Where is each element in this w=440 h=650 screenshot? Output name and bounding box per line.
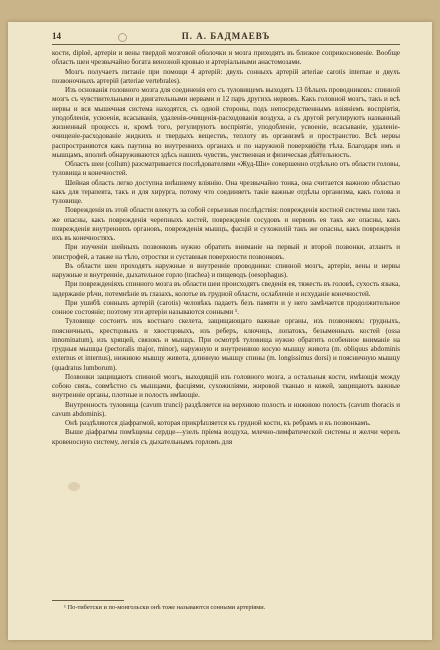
paragraph: При ушибѣ сонныхъ артерій (carotis) человѣкъ падаетъ безъ памяти и у него замѣчается продолжительное сонное состояніе; поэтому эти артеріи называются сонными ¹.: [52, 298, 400, 316]
paragraph: Онѣ раздѣляются діафрагмой, которая прикрѣпляется къ грудной кости, къ ребрамъ и къ позвонкамъ.: [65, 419, 371, 427]
footnote: ¹ По-тибетски и по-монгольски онѣ тоже называются сонными артеріями.: [64, 604, 266, 611]
book-page: [8, 22, 432, 640]
paragraph: Внутренность туловища (cavum trunci) раздѣляется на верхнюю полость и нижнюю полость (cavum thoracis и cavum abdominis).: [52, 400, 400, 418]
paragraph: Туловище состоитъ изъ костнаго скелета, защищающаго важные органы, изъ позвонковъ: грудныхъ, поясничныхъ, крестцовыхъ и хвостцовыхъ, изъ реберъ, ключицъ, лопатокъ, безыменныхъ костей (ossa innominatum), изъ хрящей, связокъ и мышцъ. При осмотрѣ туловища нужно обратить особенное вниманіе на грудныя мышцы (pectoralis major, minor), наружную и внутреннюю косую мышцу живота (m. obliquus abdominis externus et internus), нижнюю мышцу живота, длинную мышцу спины (m. longissimus dorsi) и поясничную мышцу (quadratus lumborum).: [52, 317, 400, 372]
paragraph: При поврежденіяхъ спинного мозга въ области шеи происходятъ сведенія ея, тяжесть въ головѣ, сухость языка, задержаніе рѣчи, потемнѣніе въ глазахъ, колотье въ грудной области, ослабленіе и исхуданіе конечностей.: [52, 280, 400, 298]
paragraph: Мозгъ получаетъ питаніе при помощи 4 артерій: двухъ сонныхъ артерій arteriae carotis internae и двухъ позвоночныхъ артерій (arteriae vertebrales).: [52, 67, 400, 85]
paragraph: кости, diploë, артеріи и вены твердой мозговой оболочки и мозга приходятъ въ близкое соприкосновеніе. Вообще область шеи чрезвычайно богата венозной кровью и артеріальными анастомозами.: [52, 49, 400, 67]
paragraph: Область шеи (collum) разсматривается послѣдователями «Жуд-Ши» совершенно отдѣльно отъ области головы, туловища и конечностей.: [52, 160, 400, 178]
paragraph: При изученіи шейныхъ позвонковъ нужно обратить вниманіе на первый и второй позвонки, атлантъ и эпистрофей, а также на тѣло, отростки и суставныя поверхности позвонковъ.: [52, 243, 400, 261]
paragraph: Выше діафрагмы помѣщены сердце—узелъ пріема воздуха, млечно-лимфатической системы и желчи черезъ кровеносную систему, легкія съ дыхательнымъ горломъ для: [52, 428, 400, 446]
footnote-divider: [52, 600, 124, 601]
paragraph: Шейная область легко доступна внѣшнему вліянію. Она чрезвычайно тонка, она считается важною областью какъ для терапевта, такъ и для хирурга, потому что соединяетъ такіе важные отдѣлы организма, какъ голова и туловище.: [52, 178, 400, 205]
paragraph: Поврежденія въ этой области влекутъ за собой серьезныя послѣдствія: поврежденія костной системы шеи такъ же опасны, какъ поврежденія черепныхъ костей, поврежденія сосудовъ и нервовъ ея такъ же опасны, какъ поврежденія внутреннихъ органовъ, поврежденія мышцъ, фасцій и сухожилій такъ же опасны, какъ поврежденія ихъ въ конечностяхъ.: [52, 206, 400, 242]
paragraph: Изъ основанія головного мозга для соединенія его съ туловищемъ выходятъ 13 бѣлыхъ проводниковъ: спинной мозгъ съ чувствительными и двигательными нервами и 12 паръ другихъ нервовъ. Какъ головной мозгъ, такъ и всѣ нервы и вся мышечная система находятся, съ одной стороны, подъ непосредственнымъ вліяніемъ воспріятія, уподобленія, усвоенія, всасыванія, удаленія-очищенія-расходованія воздуха, а съ другой регулируютъ названный жизненный процессъ и, кромѣ того, регулируютъ воспріятіе, уподобленіе, усвоеніе, всасываніе, удаленіе-очищеніе-расходованіе жидкихъ и твердыхъ веществъ, теплоту въ организмѣ и пространство. Всѣ нервы распространяются какъ паутина во внутреннихъ органахъ и по наружной поверхности тѣла. Благодаря имъ и мышцамъ, вполнѣ обнаруживаются здѣсь нашихъ чувствъ, умственная и физическая дѣятельность.: [52, 86, 400, 159]
page-number: 14: [52, 31, 61, 41]
paragraph: Позвонки защищаютъ спинной мозгъ, выходящій изъ головного мозга, а остальныя кости, имѣющія между собою связь, совмѣстно съ мышцами, фасціями, сухожиліями, жировой тканью и кожей, защищаютъ важные внутренніе органы, плотные и полость имѣющіе.: [52, 372, 400, 400]
body-text: [52, 49, 400, 596]
running-title-author: П. А. БАДМАЕВЪ: [181, 31, 271, 41]
paragraph: Въ области шеи проходятъ наружные и внутренніе проводники: спинной мозгъ, артеріи, вены и нервы наружные и внутренніе, дыхательное горло (trachea) и пищеводъ (oesophagus).: [52, 261, 400, 279]
running-header: [52, 30, 400, 45]
